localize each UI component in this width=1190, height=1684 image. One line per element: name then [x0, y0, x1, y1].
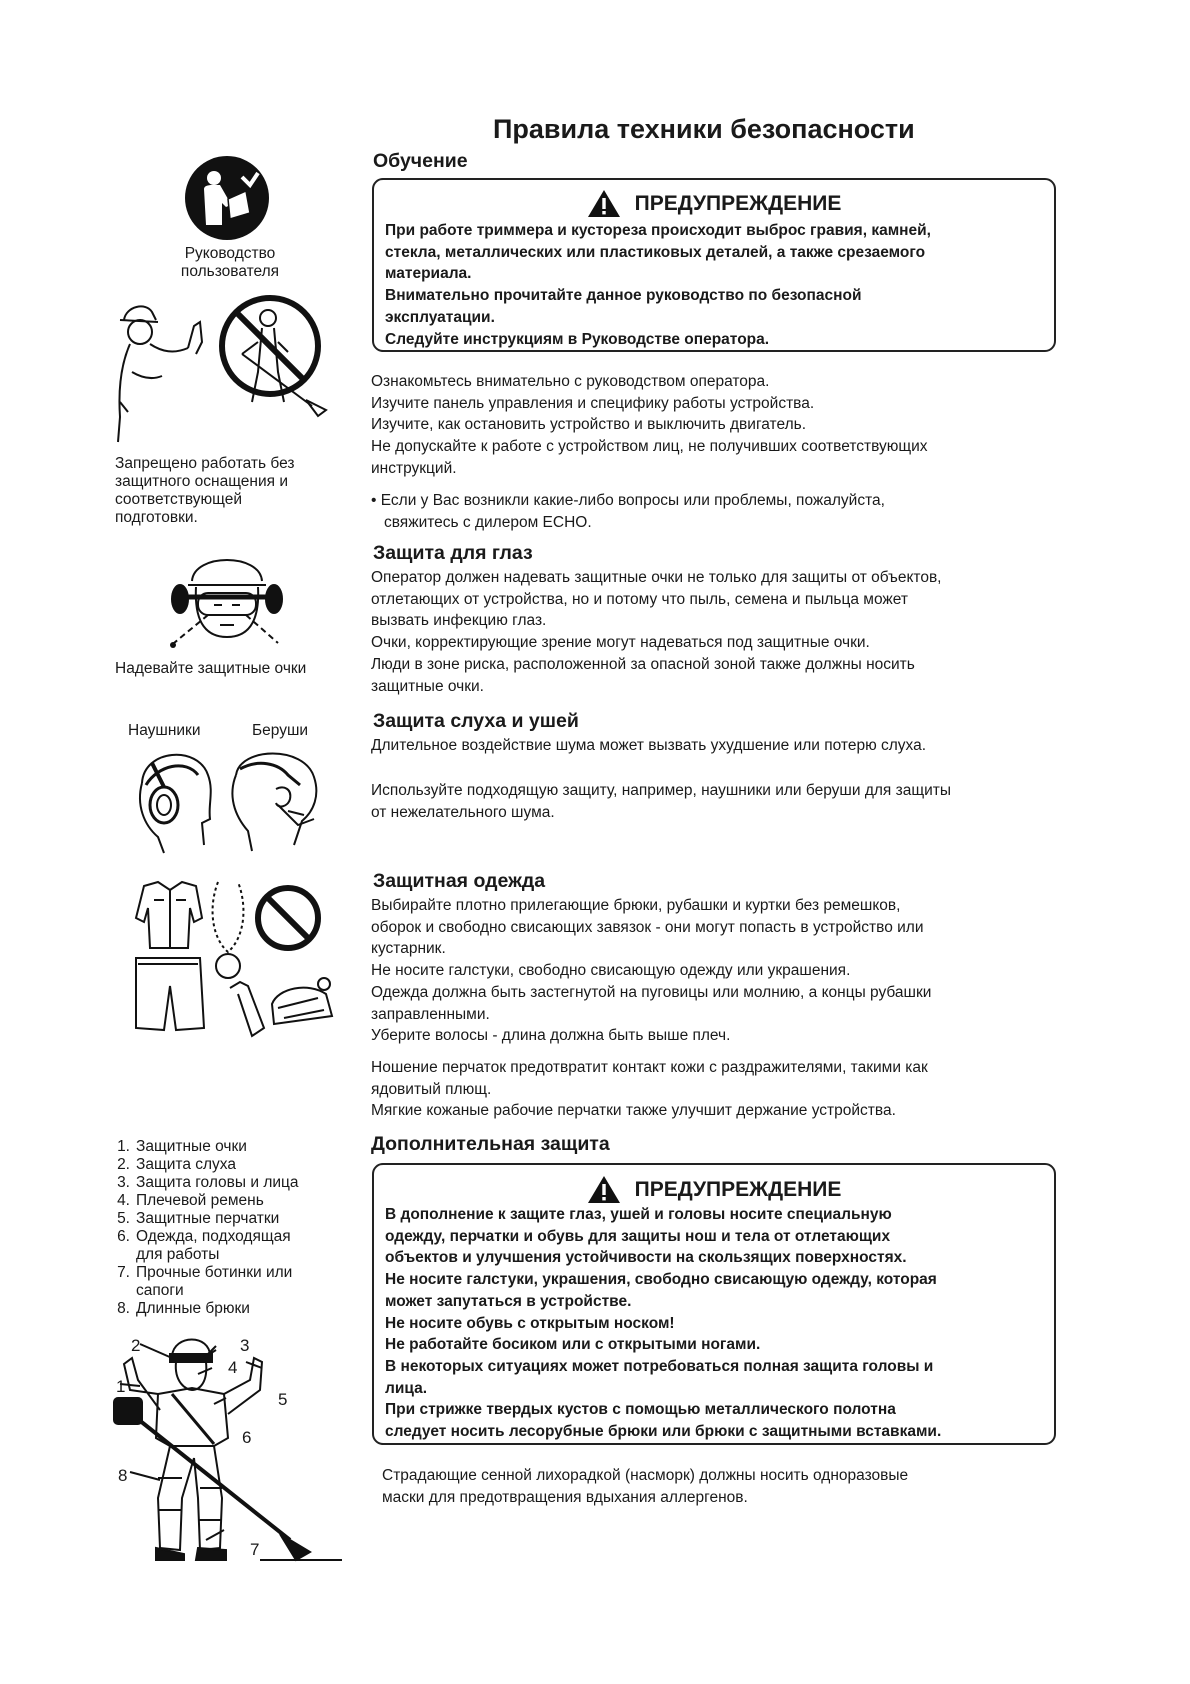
- list-text: Защитные перчатки: [136, 1210, 280, 1227]
- list-number: 8.: [117, 1300, 130, 1317]
- warning-line: При работе триммера и кустореза происходит выброс гравия, камней,: [385, 222, 931, 239]
- list-number: 3.: [117, 1174, 130, 1191]
- warning-box-training: [372, 178, 1056, 352]
- list-text: для работы: [136, 1246, 220, 1263]
- callout-1: 1: [116, 1377, 126, 1396]
- callout-2: 2: [131, 1336, 141, 1355]
- body-line: оборок и свободно свисающих завязок - они могут попасть в устройство или: [371, 918, 924, 936]
- body-line: инструкций.: [371, 459, 457, 477]
- caption-line: подготовки.: [115, 509, 198, 526]
- list-item: [110, 1264, 299, 1282]
- list-item: [110, 1174, 299, 1192]
- hearing-protection-illustration: [128, 745, 324, 855]
- list-number: 4.: [117, 1192, 130, 1209]
- body-line: вызвать инфекцию глаз.: [371, 612, 547, 630]
- no-work-caption: [115, 455, 294, 527]
- warning-triangle-icon: [587, 1175, 621, 1204]
- section-heading-training: Обучение: [373, 150, 468, 172]
- hearing-body-2: [371, 780, 951, 823]
- warning-line: При стрижке твердых кустов с помощью металлического полотна: [385, 1401, 896, 1419]
- callout-5: 5: [278, 1390, 288, 1409]
- section-heading-clothing: Защитная одежда: [373, 870, 546, 892]
- clothing-body-2: [371, 1057, 928, 1122]
- warning-box-additional: [372, 1163, 1056, 1445]
- safety-glasses-illustration: [168, 545, 286, 655]
- body-line: маски для предотвращения вдыхания аллергенов.: [382, 1488, 748, 1506]
- bullet-line: • Если у Вас возникли какие-либо вопросы или проблемы, пожалуйста,: [371, 492, 885, 509]
- earmuffs-label: Наушники: [128, 722, 201, 739]
- caption-line: Руководство: [184, 245, 276, 262]
- warning-header: [374, 1175, 1054, 1204]
- list-text: Защита слуха: [136, 1156, 236, 1173]
- warning-line: Не носите обувь с открытым носком!: [385, 1314, 675, 1332]
- warning-line: Не работайте босиком или с открытыми ногами.: [385, 1336, 761, 1354]
- body-line: отлетающих от устройства, но и потому что пыль, семена и пыльца может: [371, 590, 908, 608]
- clothing-illustration: [118, 878, 336, 1040]
- warning-line: материала.: [385, 265, 472, 283]
- body-line: защитные очки.: [371, 677, 484, 695]
- body-line: Выбирайте плотно прилегающие брюки, рубашки и куртки без ремешков,: [371, 897, 901, 914]
- body-line: Очки, корректирующие зрение могут надеваться под защитные очки.: [371, 634, 870, 652]
- callout-3: 3: [240, 1336, 250, 1355]
- callout-7: 7: [250, 1540, 260, 1559]
- body-line: Оператор должен надевать защитные очки не только для защиты от объектов,: [371, 569, 942, 586]
- callout-4: 4: [228, 1358, 238, 1377]
- earplugs-label: Беруши: [252, 722, 309, 739]
- equipment-list: [110, 1138, 299, 1318]
- list-number: 1.: [117, 1138, 130, 1155]
- glasses-caption: Надевайте защитные очки: [115, 660, 307, 677]
- hearing-body: [371, 735, 926, 757]
- body-line: Мягкие кожаные рабочие перчатки также улучшит держание устройства.: [371, 1102, 896, 1120]
- list-item: [110, 1228, 299, 1246]
- body-line: Используйте подходящую защиту, например, наушники или беруши для защиты: [371, 782, 951, 799]
- list-text: сапоги: [136, 1282, 184, 1299]
- list-text: Прочные ботинки или: [136, 1264, 293, 1281]
- warning-label: ПРЕДУПРЕЖДЕНИЕ: [634, 191, 842, 215]
- body-line: Уберите волосы - длина должна быть выше плеч.: [371, 1027, 731, 1045]
- section-heading-additional: Дополнительная защита: [371, 1133, 610, 1155]
- list-text: Одежда, подходящая: [136, 1228, 291, 1245]
- warning-line: стекла, металлических или пластиковых деталей, а также срезаемого: [385, 243, 926, 261]
- warning-line: одежду, перчатки и обувь для защиты нош и тела от отлетающих: [385, 1227, 891, 1245]
- list-text: Защита головы и лица: [136, 1174, 299, 1191]
- callout-8: 8: [118, 1466, 128, 1485]
- warning-triangle-icon: [587, 189, 621, 218]
- body-line: Ношение перчаток предотвратит контакт кожи с раздражителями, такими как: [371, 1059, 928, 1076]
- body-line: Не носите галстуки, свободно свисающую одежду или украшения.: [371, 962, 851, 980]
- list-text: Защитные очки: [136, 1138, 247, 1155]
- eye-body: [371, 567, 941, 697]
- section-heading-hearing: Защита слуха и ушей: [373, 710, 579, 732]
- body-line: ядовитый плющ.: [371, 1080, 492, 1098]
- clothing-body: [371, 895, 931, 1047]
- body-line: от нежелательного шума.: [371, 803, 555, 821]
- body-line: Длительное воздействие шума может вызвать ухудшение или потерю слуха.: [371, 737, 927, 754]
- warning-text: [374, 1204, 1054, 1443]
- body-line: Люди в зоне риска, расположенной за опасной зоной также должны носить: [371, 655, 915, 673]
- body-line: заправленными.: [371, 1005, 490, 1023]
- body-line: Не допускайте к работе с устройством лиц, не получивших соответствующих: [371, 438, 928, 456]
- caption-line: соответствующей: [115, 491, 242, 508]
- list-item: [110, 1192, 299, 1210]
- warning-line: В некоторых ситуациях может потребоваться полная защита головы и: [385, 1357, 934, 1375]
- warning-line: следует носить лесорубные брюки или брюки с защитными вставками.: [385, 1423, 942, 1441]
- warning-label: ПРЕДУПРЕЖДЕНИЕ: [634, 1177, 842, 1201]
- warning-line: эксплуатации.: [385, 308, 495, 326]
- list-item-continuation: [110, 1246, 299, 1264]
- warning-line: Следуйте инструкциям в Руководстве оператора.: [385, 330, 770, 348]
- body-line: Ознакомьтесь внимательно с руководством оператора.: [371, 373, 770, 390]
- training-bullet: [371, 490, 885, 533]
- body-line: Изучите панель управления и специфику работы устройства.: [371, 394, 815, 412]
- list-item-continuation: [110, 1282, 299, 1300]
- training-body: [371, 371, 928, 480]
- list-number: 5.: [117, 1210, 130, 1227]
- warning-header: [374, 189, 1054, 218]
- warning-line: В дополнение к защите глаз, ушей и головы носите специальную: [385, 1206, 892, 1223]
- section-heading-eye: Защита для глаз: [373, 542, 533, 564]
- body-line: Страдающие сенной лихорадкой (насморк) должны носить одноразовые: [382, 1467, 909, 1484]
- list-text: Длинные брюки: [136, 1300, 250, 1317]
- list-number: 7.: [117, 1264, 130, 1281]
- list-item: [110, 1156, 299, 1174]
- manual-caption: [160, 245, 300, 281]
- body-line: Одежда должна быть застегнутой на пуговицы или молнию, а концы рубашки: [371, 983, 932, 1001]
- warning-line: может запутаться в устройстве.: [385, 1292, 632, 1310]
- caption-line: Запрещено работать без: [115, 455, 295, 472]
- warning-text: [374, 220, 1054, 350]
- list-text: Плечевой ремень: [136, 1192, 264, 1209]
- callout-6: 6: [242, 1428, 252, 1447]
- page-title: Правила техники безопасности: [493, 114, 915, 144]
- warning-line: объектов и улучшения устойчивости на скользящих поверхностях.: [385, 1249, 907, 1267]
- caption-line: защитного оснащения и: [115, 473, 288, 490]
- list-number: 2.: [117, 1156, 130, 1173]
- read-manual-icon: [184, 155, 270, 241]
- body-line: Изучите, как остановить устройство и выключить двигатель.: [371, 416, 806, 434]
- list-number: 6.: [117, 1228, 130, 1245]
- list-item: [110, 1210, 299, 1228]
- additional-body: [382, 1465, 908, 1508]
- bullet-line: свяжитесь с дилером ECHO.: [384, 513, 592, 531]
- body-line: кустарник.: [371, 940, 446, 958]
- no-unprotected-work-illustration: [112, 292, 338, 450]
- list-item: [110, 1300, 299, 1318]
- warning-line: лица.: [385, 1379, 428, 1397]
- list-item: [110, 1138, 299, 1156]
- caption-line: пользователя: [180, 263, 280, 280]
- warning-line: Не носите галстуки, украшения, свободно свисающую одежду, которая: [385, 1271, 937, 1289]
- warning-line: Внимательно прочитайте данное руководство по безопасной: [385, 287, 862, 305]
